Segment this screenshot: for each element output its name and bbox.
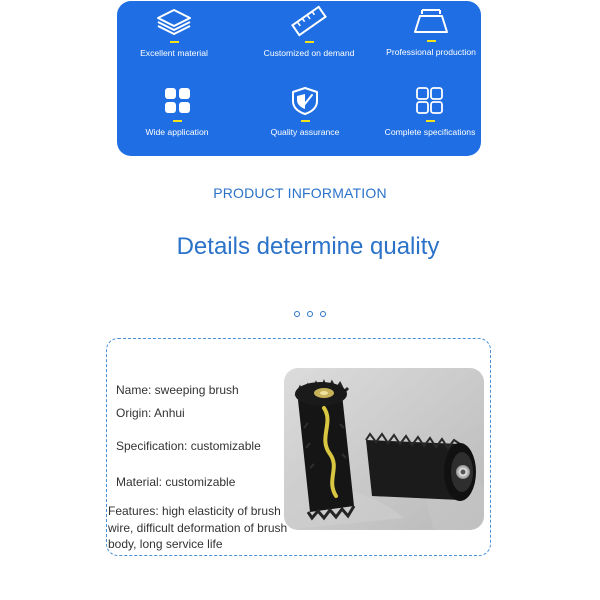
feature-marker bbox=[301, 120, 310, 122]
grid-icon bbox=[157, 86, 197, 116]
feature-professional-production bbox=[371, 6, 491, 57]
feature-quality-assurance bbox=[245, 86, 365, 137]
feature-label: Excellent material bbox=[140, 48, 208, 58]
feature-label: Quality assurance bbox=[270, 127, 340, 137]
feature-wide-application bbox=[117, 86, 237, 137]
feature-marker bbox=[173, 120, 182, 122]
feature-label: Wide application bbox=[145, 127, 209, 137]
feature-customized-on-demand bbox=[249, 5, 369, 58]
feature-label: Professional production bbox=[386, 47, 476, 57]
spec-material: Material: customizable bbox=[116, 475, 236, 489]
feature-complete-specifications bbox=[370, 86, 490, 137]
feature-marker bbox=[305, 41, 314, 43]
production-icon bbox=[411, 6, 451, 36]
feature-marker bbox=[426, 120, 435, 122]
spec-features: Features: high elasticity of brush wire, difficult deformation of brush body, long service life bbox=[108, 504, 288, 551]
layers-icon bbox=[154, 7, 194, 37]
spec-specification: Specification: customizable bbox=[116, 439, 261, 453]
dot-icon bbox=[307, 311, 313, 317]
feature-excellent-material bbox=[114, 7, 234, 58]
feature-label: Complete specifications bbox=[384, 127, 476, 137]
dot-icon bbox=[294, 311, 300, 317]
spec-name: Name: sweeping brush bbox=[116, 383, 239, 397]
ruler-icon bbox=[289, 5, 329, 37]
decorative-dots bbox=[294, 310, 334, 320]
spec-origin: Origin: Anhui bbox=[116, 406, 185, 420]
feature-marker bbox=[427, 40, 436, 42]
feature-label: Customized on demand bbox=[263, 48, 355, 58]
feature-marker bbox=[170, 41, 179, 43]
section-title: Details determine quality bbox=[176, 233, 440, 260]
dot-icon bbox=[320, 311, 326, 317]
section-kicker: PRODUCT INFORMATION bbox=[213, 185, 387, 201]
squares-icon bbox=[410, 86, 450, 116]
product-photo bbox=[284, 368, 484, 530]
sweeping-brush-image bbox=[284, 368, 484, 530]
shield-icon bbox=[285, 86, 325, 116]
